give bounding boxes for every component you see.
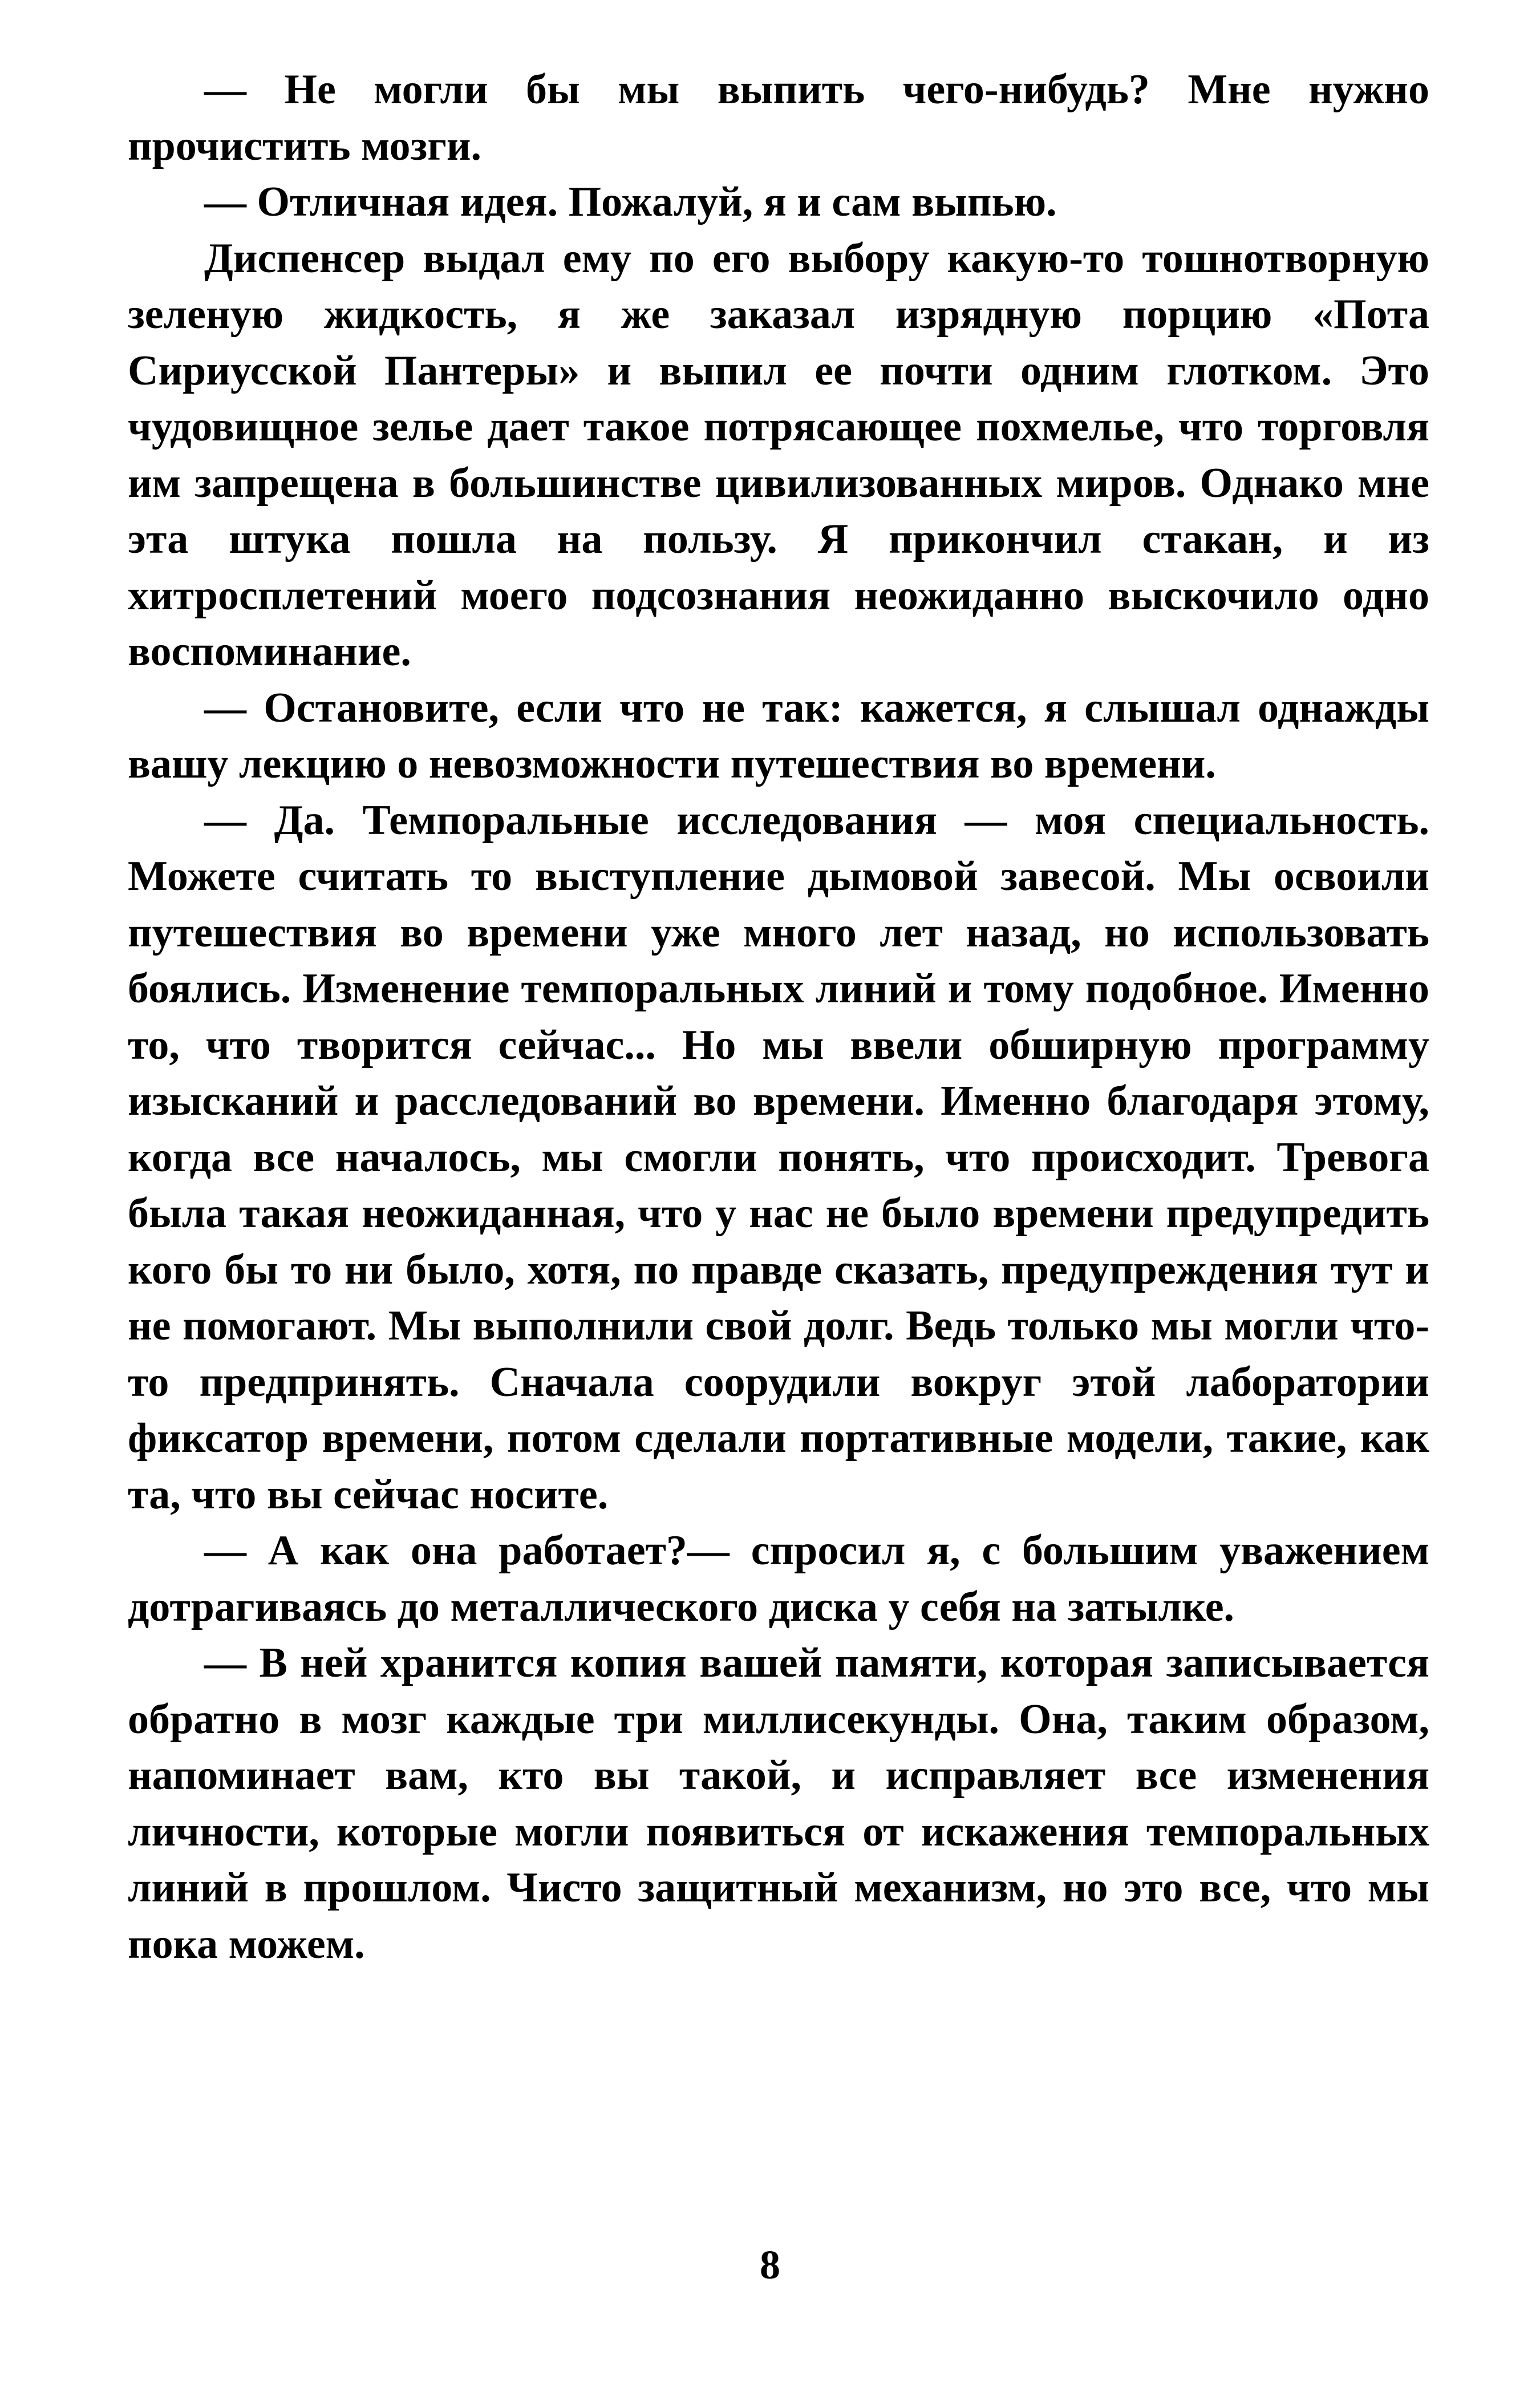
paragraph-6: — А как она работает?— спросил я, с большим уважением дотрагиваясь до металлического диска у себя на затылке. bbox=[128, 1527, 1429, 1630]
paragraph-5: — Да. Темпоральные исследования — моя специальность. Можете считать то выступление дымовой завесой. Мы освоили путешествия во времени уже много лет назад, но использовать боялись. Изменение темпоральных линий и тому подобное. Именно то, что творится сейчас... Но мы ввели обширную программу изысканий и расследований во времени. Именно благодаря этому, когда все началось, мы смогли понять, что происходит. Тревога была такая неожиданная, что у нас не было времени предупредить кого бы то ни было, хотя, по правде сказать, предупреждения тут и не помогают. Мы выполнили свой долг. Ведь только мы могли что-то предпринять. Сначала соорудили вокруг этой лаборатории фиксатор времени, потом сделали портативные модели, такие, как та, что вы сейчас носите. bbox=[128, 796, 1429, 1518]
paragraph-7: — В ней хранится копия вашей памяти, которая записывается обратно в мозг каждые три миллисекунды. Она, таким образом, напоминает вам, кто вы такой, и исправляет все изменения личности, которые могли появиться от искажения темпоральных линий в прошлом. Чисто защитный механизм, но это все, что мы пока можем. bbox=[128, 1640, 1429, 1968]
paragraph-1: — Не могли бы мы выпить чего-нибудь? Мне нужно прочистить мозги. bbox=[128, 66, 1429, 169]
page-number: 8 bbox=[760, 2242, 780, 2288]
body-text bbox=[128, 62, 1429, 1972]
paragraph-3: Диспенсер выдал ему по его выбору какую-то тошнотворную зеленую жидкость, я же заказал изрядную порцию «Пота Сириусской Пантеры» и выпил ее почти одним глотком. Это чудовищное зелье дает такое потрясающее похмелье, что торговля им запрещена в большинстве цивилизованных миров. Однако мне эта штука пошла на пользу. Я прикончил стакан, и из хитросплетений моего подсознания неожиданно выскочило одно воспоминание. bbox=[128, 234, 1429, 675]
paragraph-2: — Отличная идея. Пожалуй, я и сам выпью. bbox=[204, 179, 1057, 225]
paragraph-4: — Остановите, если что не так: кажется, я слышал однажды вашу лекцию о невозможности путешествия во времени. bbox=[128, 684, 1429, 787]
